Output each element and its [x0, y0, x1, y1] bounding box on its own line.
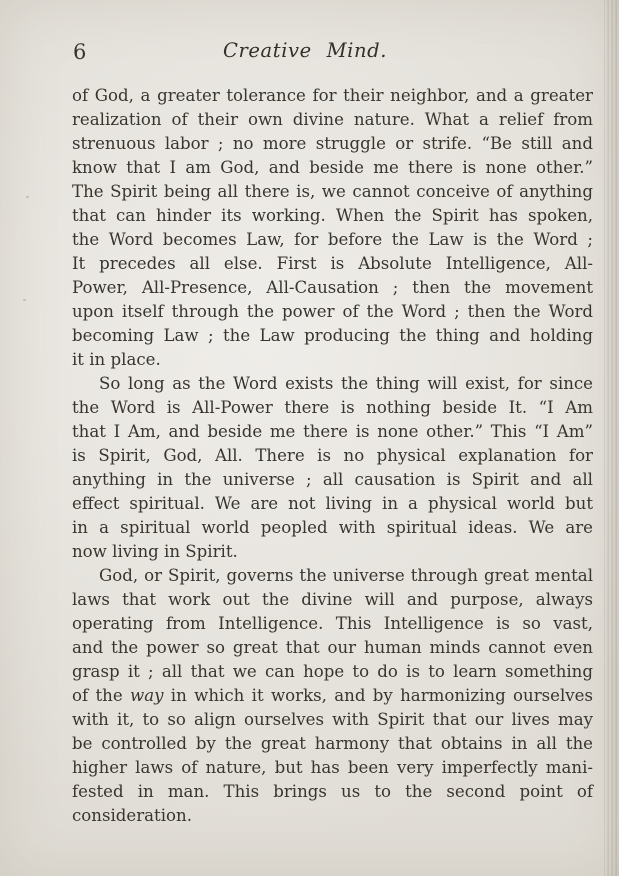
scan-speck — [26, 196, 29, 198]
text-line: now living in Spirit. — [72, 542, 238, 561]
paragraph — [72, 372, 593, 564]
text-line: So long as the Word exists the thing will exist, for since — [99, 374, 593, 393]
text-line: becoming Law ; the Law producing the thing and holding — [72, 326, 593, 345]
text-line: that I Am, and beside me there is none other.” This “I Am” — [72, 422, 593, 441]
text-line: fested in man. This brings us to the second point of — [72, 782, 593, 801]
text-line: it in place. — [72, 350, 161, 369]
text-line: grasp it ; all that we can hope to do is to learn something — [72, 662, 593, 681]
paragraph — [72, 84, 593, 372]
text-line: operating from Intelligence. This Intelligence is so vast, — [72, 614, 593, 633]
text-line: strenuous labor ; no more struggle or strife. “Be still and — [72, 134, 593, 153]
text-line: be controlled by the great harmony that obtains in all the — [72, 734, 593, 753]
page-edge-texture — [604, 0, 619, 876]
text-line: upon itself through the power of the Word ; then the Word — [72, 302, 593, 321]
text-line: effect spiritual. We are not living in a physical world but — [72, 494, 593, 513]
text-line: higher laws of nature, but has been very imperfectly mani- — [72, 758, 593, 777]
page-body — [72, 84, 593, 828]
text-line: anything in the universe ; all causation is Spirit and all — [72, 470, 593, 489]
paragraph — [72, 564, 593, 828]
page-number: 6 — [73, 40, 87, 64]
text-line: in a spiritual world peopled with spiritual ideas. We are — [72, 518, 593, 537]
text-line: Power, All-Presence, All-Causation ; then the movement — [72, 278, 593, 297]
text-line: know that I am God, and beside me there is none other.” — [72, 158, 593, 177]
page-header — [0, 38, 619, 66]
text-line: laws that work out the divine will and purpose, always — [72, 590, 593, 609]
text-line: consideration. — [72, 806, 192, 825]
text-line: The Spirit being all there is, we cannot conceive of anything — [72, 182, 593, 201]
text-line: that can hinder its working. When the Spirit has spoken, — [72, 206, 593, 225]
text-line: of God, a greater tolerance for their neighbor, and a greater — [72, 86, 593, 105]
text-line: with it, to so align ourselves with Spirit that our lives may — [72, 710, 593, 729]
text-line: is Spirit, God, All. There is no physical explanation for — [72, 446, 593, 465]
scan-speck — [23, 299, 26, 301]
text-line: of the way in which it works, and by harmonizing ourselves — [72, 686, 594, 705]
text-line: It precedes all else. First is Absolute Intelligence, All- — [72, 254, 593, 273]
running-title: Creative Mind. — [222, 39, 388, 62]
text-line: God, or Spirit, governs the universe through great mental — [99, 566, 593, 585]
text-line: and the power so great that our human minds cannot even — [72, 638, 593, 657]
text-line: the Word is All-Power there is nothing beside It. “I Am — [72, 398, 593, 417]
text-line: the Word becomes Law, for before the Law is the Word ; — [72, 230, 593, 249]
text-line: realization of their own divine nature. What a relief from — [72, 110, 593, 129]
